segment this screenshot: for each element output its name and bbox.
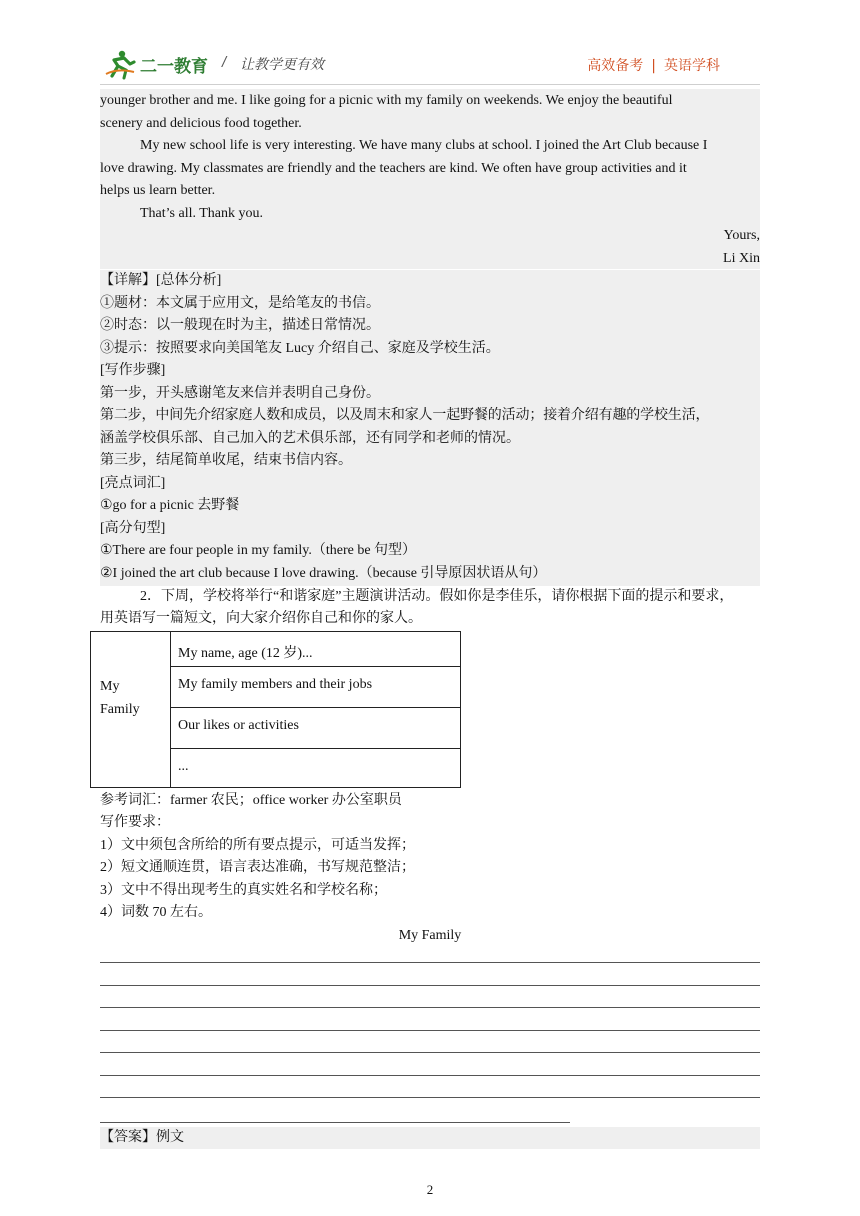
requirement-item: 3）文中不得出现考生的真实姓名和学校名称； [100,883,387,898]
table-row: Our likes or activities [171,708,460,749]
writing-line [100,1030,760,1031]
question-prompt: 2．下周，学校将举行“和谐家庭”主题演讲活动。假如你是李佳乐，请你根据下面的提示和要求， [140,589,734,604]
analysis-line: ①There are four people in my family.（there be 句型） [100,543,417,558]
header-tag-prep: 高效备考 [587,58,644,74]
essay-title: My Family [398,928,462,943]
header-rule [100,84,760,85]
question-prompt-cont: 用英语写一篇短文，向大家介绍你自己和你的家人。 [100,611,422,626]
requirements-title: 写作要求： [100,815,170,830]
analysis-line: 第三步，结尾简单收尾，结束书信内容。 [100,453,352,468]
analysis-line: ②I joined the art club because I love drawing.（because 引导原因状语从句） [100,566,547,581]
table-category-label: My Family [100,679,140,717]
letter-line: My new school life is very interesting. We have many clubs at school. I joined the Art Club because I [140,138,708,153]
writing-line [100,1122,570,1123]
requirement-item: 4）词数 70 左右。 [100,905,212,920]
analysis-line: ③提示：按照要求向美国笔友 Lucy 介绍自己、家庭及学校生活。 [100,341,500,356]
writing-line [100,1052,760,1053]
prompt-table [90,631,461,788]
analysis-line: ①go for a picnic 去野餐 [100,498,240,513]
header-subject [587,55,720,75]
writing-line [100,1097,760,1098]
requirement-item: 1）文中须包含所给的所有要点提示，可适当发挥； [100,838,415,853]
analysis-line: 第一步，开头感谢笔友来信并表明自己身份。 [100,386,380,401]
analysis-line: 涵盖学校俱乐部、自己加入的艺术俱乐部，还有同学和老师的情况。 [100,431,520,446]
analysis-line: [高分句型] [100,521,166,536]
answer-label: 【答案】例文 [100,1130,184,1145]
vocab-hint: 参考词汇：farmer 农民；office worker 办公室职员 [100,793,402,808]
letter-closing: Yours, [723,228,760,243]
letter-line: That’s all. Thank you. [140,206,263,221]
analysis-line: [亮点词汇] [100,476,166,491]
table-row: My name, age (12 岁)... [171,632,460,667]
analysis-line: 【详解】[总体分析] [100,273,222,288]
runner-icon [106,51,134,78]
analysis-line: 第二步，中间先介绍家庭人数和成员，以及周末和家人一起野餐的活动；接着介绍有趣的学校生活， [100,408,710,423]
requirement-item: 2）短文通顺连贯，语言表达准确，书写规范整洁； [100,860,415,875]
analysis-line: ①题材：本文属于应用文，是给笔友的书信。 [100,296,380,311]
writing-line [100,1075,760,1076]
writing-line [100,962,760,963]
header-slogan: 让教学更有效 [240,57,324,73]
letter-signature: Li Xin [723,251,760,266]
writing-line [100,985,760,986]
letter-line: scenery and delicious food together. [100,116,302,131]
svg-text:二一教育: 二一教育 [140,57,208,77]
table-row: My family members and their jobs [171,667,460,708]
header-tag-subject: 英语学科 [664,58,720,74]
table-category-cell [91,632,171,787]
analysis-line: [写作步骤] [100,363,166,378]
writing-line [100,1007,760,1008]
page-number: 2 [426,1182,434,1197]
letter-line: younger brother and me. I like going for a picnic with my family on weekends. We enjoy the beautiful [100,93,673,108]
header-separator: / [222,54,227,71]
letter-line: helps us learn better. [100,183,216,198]
header-divider: | [651,58,656,74]
analysis-line: ②时态：以一般现在时为主，描述日常情况。 [100,318,380,333]
letter-line: love drawing. My classmates are friendly and the teachers are kind. We often have group activities and it [100,161,687,176]
table-row: ... [178,759,189,774]
brand-logo [104,48,214,80]
